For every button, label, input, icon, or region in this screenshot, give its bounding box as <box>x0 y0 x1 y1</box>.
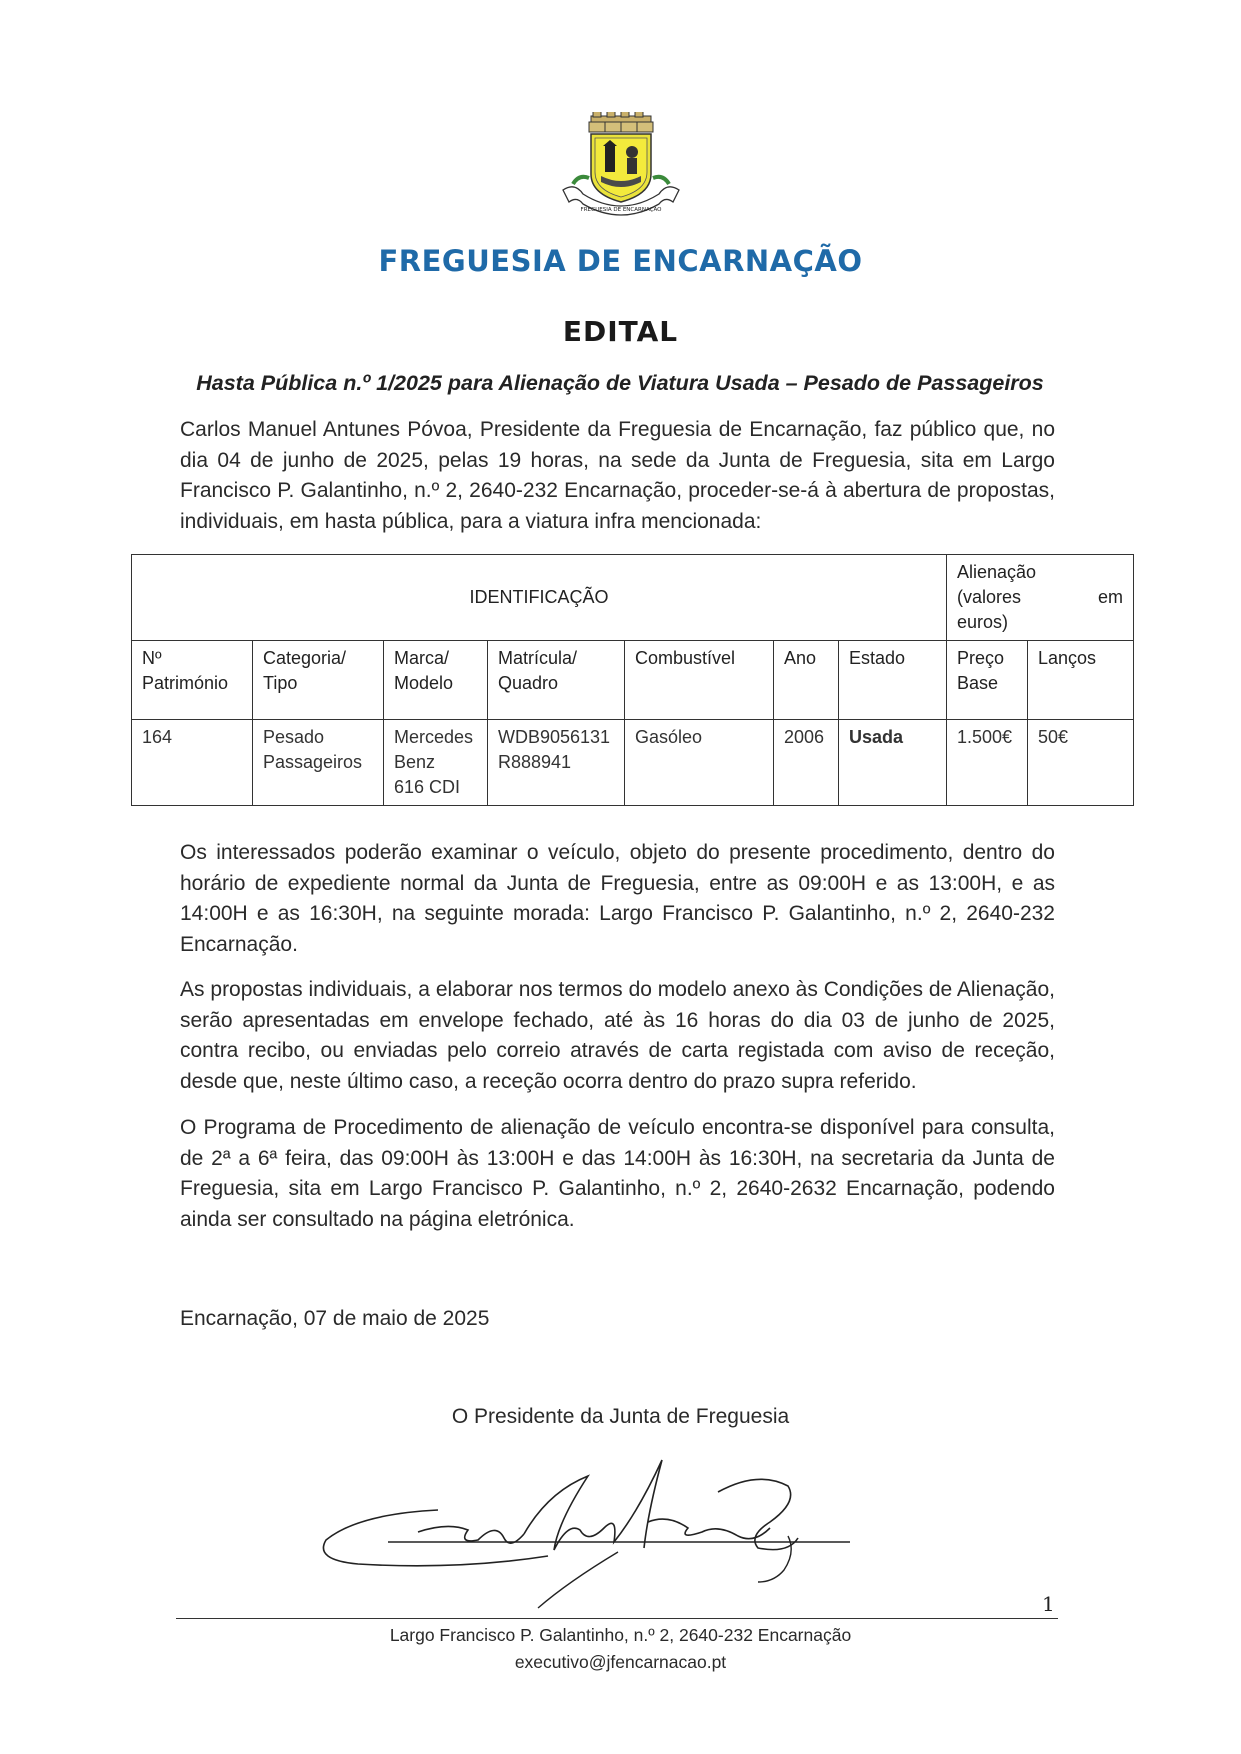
organization-title: FREGUESIA DE ENCARNAÇÃO <box>378 244 863 278</box>
cell-matricula <box>488 720 625 806</box>
cell-lancos: 50€ <box>1028 720 1134 806</box>
footer-email: executivo@jfencarnacao.pt <box>514 1652 727 1672</box>
col-patrimonio-l1: Nº <box>142 648 162 668</box>
col-preco-l2: Base <box>957 673 999 693</box>
col-categoria-l2: Tipo <box>263 673 298 693</box>
col-ano: Ano <box>774 641 839 720</box>
sale-header-line2-left: (valores <box>957 587 1022 607</box>
coat-of-arms-icon <box>555 112 687 224</box>
program-paragraph: O Programa de Procedimento de alienação de veículo encontra-se disponível para consulta, de 2ª a 6ª feira, das 09:00H às 13:00H e das 14:00H às 16:30H, na secretaria da Junta de Freguesia, sita em Largo Francisco P. Galantinho, n.º 2, 2640-2632 Encarnação, podendo ainda ser consultado na página eletrónica. <box>180 1116 1055 1232</box>
col-patrimonio-l2: Património <box>142 673 229 693</box>
col-combustivel: Combustível <box>625 641 774 720</box>
proposals-paragraph: As propostas individuais, a elaborar nos termos do modelo anexo às Condições de Alienação, serão apresentadas em envelope fechado, até às 16 horas do dia 03 de junho de 2025, contra recibo, ou enviadas pelo correio através de carta registada com aviso de receção, desde que, neste último caso, a receção ocorra dentro do prazo supra referido. <box>180 978 1055 1094</box>
place-date: Encarnação, 07 de maio de 2025 <box>180 1307 490 1330</box>
intro-paragraph: Carlos Manuel Antunes Póvoa, Presidente da Freguesia de Encarnação, faz público que, no dia 04 de junho de 2025, pelas 19 horas, na sede da Junta de Freguesia, sita em Largo Francisco P. Galantinho, n.º 2, 2640-232 Encarnação, proceder-se-á à abertura de propostas, individuais, em hasta pública, para a viatura infra mencionada: <box>180 418 1055 534</box>
cell-categoria-l2: Passageiros <box>263 752 363 772</box>
identification-header: IDENTIFICAÇÃO <box>132 555 947 641</box>
col-patrimonio <box>132 641 253 720</box>
cell-patrimonio: 164 <box>132 720 253 806</box>
cell-estado: Usada <box>839 720 947 806</box>
col-matricula-l2: Quadro <box>498 673 559 693</box>
col-estado: Estado <box>839 641 947 720</box>
cell-categoria <box>253 720 384 806</box>
page-number: 1 <box>1042 1592 1055 1616</box>
handwritten-signature-icon <box>318 1452 858 1612</box>
signer-title: O Presidente da Junta de Freguesia <box>451 1405 790 1428</box>
cell-matricula-l2: R888941 <box>498 752 572 772</box>
col-lancos: Lanços <box>1028 641 1134 720</box>
vehicle-table <box>131 554 1134 806</box>
sale-header-line2 <box>957 585 1123 610</box>
col-matricula-l1: Matrícula/ <box>498 648 578 668</box>
footer-address: Largo Francisco P. Galantinho, n.º 2, 2640-232 Encarnação <box>389 1625 852 1645</box>
col-categoria-l1: Categoria/ <box>263 648 347 668</box>
sale-values-header <box>947 555 1134 641</box>
cell-marca-l2: Benz <box>394 752 436 772</box>
cell-preco: 1.500€ <box>947 720 1028 806</box>
col-preco <box>947 641 1028 720</box>
document-type-title: EDITAL <box>562 315 679 348</box>
footer-divider <box>176 1618 1058 1619</box>
sale-header-line1: Alienação <box>957 562 1037 582</box>
col-matricula <box>488 641 625 720</box>
cell-marca <box>384 720 488 806</box>
vehicle-table-column-header <box>132 641 1134 720</box>
cell-combustivel: Gasóleo <box>625 720 774 806</box>
col-marca <box>384 641 488 720</box>
cell-matricula-l1: WDB9056131 <box>498 727 611 747</box>
cell-marca-l1: Mercedes <box>394 727 474 747</box>
cell-marca-l3: 616 CDI <box>394 777 461 797</box>
sale-header-line2-right: em <box>1097 587 1123 607</box>
crest-motto: FREGUESIA DE ENCARNAÇÃO <box>580 207 662 213</box>
table-row <box>132 720 1134 806</box>
col-marca-l2: Modelo <box>394 673 454 693</box>
col-categoria <box>253 641 384 720</box>
examination-paragraph: Os interessados poderão examinar o veículo, objeto do presente procedimento, dentro do horário de expediente normal da Junta de Freguesia, entre as 09:00H e as 13:00H, e as 14:00H e as 16:30H, na seguinte morada: Largo Francisco P. Galantinho, n.º 2, 2640-232 Encarnação. <box>180 841 1055 957</box>
cell-categoria-l1: Pesado <box>263 727 325 747</box>
col-preco-l1: Preço <box>957 648 1005 668</box>
cell-ano: 2006 <box>774 720 839 806</box>
sale-header-line3: euros) <box>957 612 1009 632</box>
vehicle-table-group-header <box>132 555 1134 641</box>
document-subtitle: Hasta Pública n.º 1/2025 para Alienação de Viatura Usada – Pesado de Passageiros <box>196 371 1044 395</box>
col-marca-l1: Marca/ <box>394 648 450 668</box>
